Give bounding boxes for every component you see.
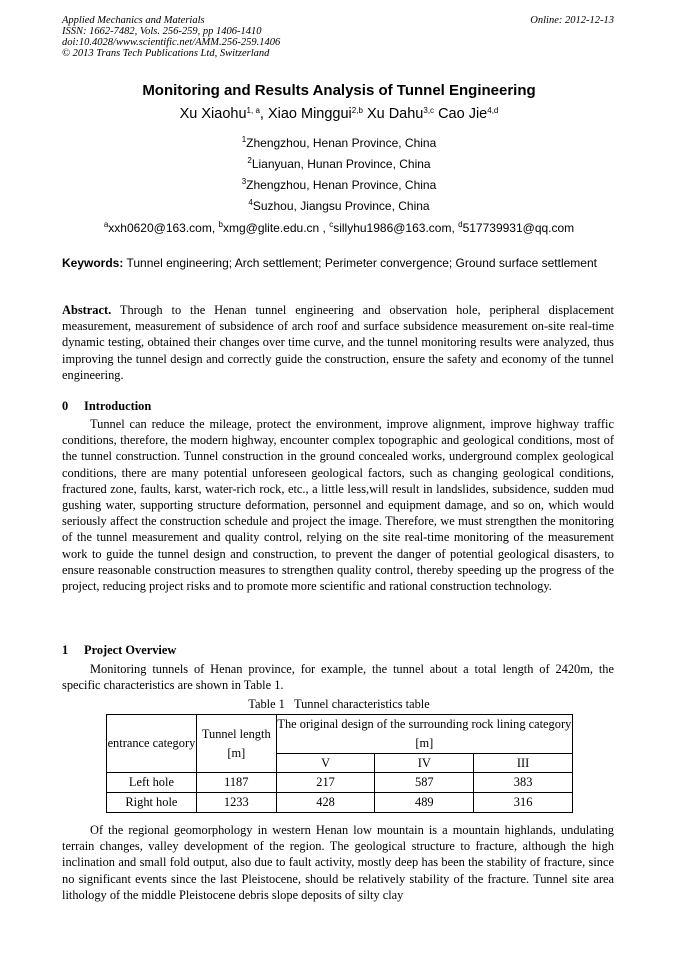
email-link[interactable]: 517739931@qq.com [462,221,575,235]
affiliation-4 [0,199,678,213]
affiliation-3 [0,178,678,192]
table-row [107,793,573,813]
affiliation-sup: 3 [241,177,247,186]
geomorphology-paragraph: Of the regional geomorphology in western Henan low mountain is a mountain highlands, undulating terrain changes, valley development of the region. The geological structure to fracture, although the high inclination and small fold output, also due to fault activity, mostly deep has been the stability of fracture, since no significant events since the last Pleistocene, should be relatively stability of the fracture. Tunnel site area lithology of the middle Pleistocene debris slope deposits of silty clay [62,823,614,902]
affiliation-sup: 4 [248,198,253,207]
doi-line: doi:10.4028/www.scientific.net/AMM.256-259.1406 [62,37,281,48]
table-cell: 1187 [196,773,276,793]
section-heading-project-overview [62,643,614,658]
email-list [0,221,678,235]
author: Cao Jie [438,106,488,122]
email-link[interactable]: xmg@glite.edu.cn , [222,221,330,235]
affiliation-sup: 2 [247,156,252,165]
author: Xu Dahu [366,106,424,122]
abstract-text: Through to the Henan tunnel engineering and observation hole, peripheral displacement measurement, measurement of subsidence of arch roof and surface subsidence measurement on-site real-time dynamic testing, obtained their changes over time curve, and the tunnel monitoring results were analyzed, thus improving the tunnel design and correctly guide the construction, ensure the safety and economy of the tunnel engineering. [62,303,615,382]
author-list [0,106,678,122]
paper-title: Monitoring and Results Analysis of Tunnel Engineering [142,82,536,99]
section-heading-introduction [62,399,614,414]
table-cell: 217 [276,773,375,793]
author-sup: 1, a [246,106,260,115]
table-header-lining-category: The original design of the surrounding rock lining category [m] [276,715,572,754]
abstract-label: Abstract. [62,303,112,317]
author-sup: 4,d [487,106,499,115]
table-cell: 587 [375,773,474,793]
table-caption: Table 1 Tunnel characteristics table [248,697,430,711]
copyright-line: © 2013 Trans Tech Publications Ltd, Switzerland [62,48,270,59]
affiliation-text: Lianyuan, Hunan Province, China [251,157,431,171]
author-sup: 2,b [351,106,363,115]
table-subheader: V [276,754,375,773]
keywords-text: Tunnel engineering; Arch settlement; Perimeter convergence; Ground surface settlement [126,256,597,270]
email-sup: b [218,220,223,229]
author: Xiao Minggui [267,106,352,122]
table-cell: 428 [276,793,375,813]
affiliation-2 [0,157,678,171]
online-date: Online: 2012-12-13 [530,15,614,26]
affiliation-text: Zhengzhou, Henan Province, China [246,136,437,150]
keywords [62,255,614,271]
table-header-entrance: entrance category [107,715,197,773]
table-subheader: III [474,754,573,773]
table-cell: Right hole [107,793,197,813]
journal-name: Applied Mechanics and Materials [62,15,205,26]
affiliation-sup: 1 [241,135,247,144]
table-row [107,773,573,793]
email-link[interactable]: sillyhu1986@163.com, [333,221,459,235]
section-title: Introduction [84,399,152,413]
affiliation-text: Suzhou, Jiangsu Province, China [252,199,430,213]
affiliation-1 [0,136,678,150]
email-sup: d [458,220,463,229]
table-cell: 316 [474,793,573,813]
affiliation-text: Zhengzhou, Henan Province, China [246,178,437,192]
journal-header [62,15,280,59]
section-number: 0 [62,399,69,413]
tunnel-characteristics-table [106,714,573,813]
author-separator: , [259,106,268,122]
section-number: 1 [62,643,69,657]
keywords-label: Keywords: [62,256,124,270]
email-sup: c [329,220,334,229]
table-cell: Left hole [107,773,197,793]
table-cell: 489 [375,793,474,813]
email-sup: a [103,220,109,229]
table-cell: 1233 [196,793,276,813]
author: Xu Xiaohu [179,106,247,122]
abstract [62,302,614,383]
section-title: Project Overview [84,643,177,657]
issn-line: ISSN: 1662-7482, Vols. 256-259, pp 1406-1410 [62,26,262,37]
email-link[interactable]: xxh0620@163.com, [108,221,219,235]
project-overview-paragraph: Monitoring tunnels of Henan province, for example, the tunnel about a total length of 2420m, the specific characteristics are shown in Table 1. [62,662,614,693]
introduction-paragraph: Tunnel can reduce the mileage, protect the environment, improve alignment, improve highway traffic conditions, therefore, the modern highway, encounter complex topographic and geological conditions, most of the tunnel construction. Tunnel construction in the ground concealed works, underground complex geological conditions, there are many potential unforeseen geological factors, such as changing geological conditions, fractured zone, faults, karst, water-rich rock, etc., a little less,will result in landslides, subsidence, sudden mud gushing water, supporting structure deformation, personnel and equipment damage, and so on, which would seriously affect the construction schedule and project the image. Therefore, we must strengthen the monitoring of the tunnel measurement and quality control, relying on the site real-time monitoring of the measurement work to guide the tunnel design and construction, to prevent the danger of potential geological disasters, to ensure reasonable construction measures to strengthen quality control, thereby speeding up the progress of the project, reducing project risks and to promote more scientific and rational construction technology. [62,417,614,594]
table-subheader: IV [375,754,474,773]
author-sup: 3,c [423,106,435,115]
table-header-length: Tunnel length [m] [196,715,276,773]
table-cell: 383 [474,773,573,793]
